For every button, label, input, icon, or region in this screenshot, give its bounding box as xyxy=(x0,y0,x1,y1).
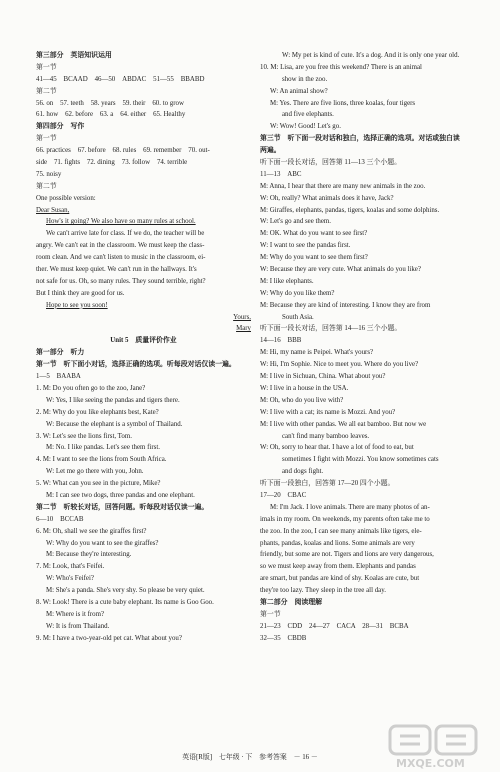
text-line: 41—45 BCAAD 46—50 ABDAC 51—55 BBABD xyxy=(36,75,205,83)
text-line: 第一节 xyxy=(36,63,57,71)
text-line: 第四部分 写作 xyxy=(36,123,85,131)
text-line: 第二节 xyxy=(36,87,57,95)
text-line: W: Because the elephant is a symbol of Thailand. xyxy=(46,420,183,428)
text-line: not safe for us. Oh, so many rules. They sound terrible, right? xyxy=(36,277,206,285)
page-footer: 英语[R版] 七年级 · 下 参考答案 － 16 － xyxy=(182,754,318,761)
text-line: South Asia. xyxy=(282,313,314,321)
text-line: M: I live with other pandas. We all eat bamboo. But now we xyxy=(260,420,427,428)
text-line: 3. W: Let's see the lions first, Tom. xyxy=(36,432,132,440)
text-line: W: Who's Feifei? xyxy=(46,575,94,583)
text-line: 听下面一段长对话，回答第 14—16 三个小题。 xyxy=(260,325,402,333)
watermark-text: MXQE.COM xyxy=(396,757,465,770)
text-line: 第一节 听下面小对话，选择正确的选项。听每段对话仅读一遍。 xyxy=(36,361,236,369)
text-line: M: I can see two dogs, three pandas and one elephant. xyxy=(46,491,195,499)
text-line: W: Yes, I like seeing the pandas and tigers there. xyxy=(46,396,180,404)
text-line: How's it going? We also have so many rules at school. xyxy=(46,218,196,226)
text-line: 听下面一段长对话，回答第 11—13 三个小题。 xyxy=(260,159,402,167)
text-line: they're too lazy. They sleep in the tree all day. xyxy=(260,587,386,595)
text-line: M: Oh, who do you live with? xyxy=(260,396,344,404)
text-line: phants, pandas, koalas and lions. Some animals are very xyxy=(260,539,415,547)
text-line: W: Why do you like them? xyxy=(260,289,335,297)
text-line: 5. W: What can you see in the picture, Mike? xyxy=(36,480,161,488)
text-line: M: She's a panda. She's very shy. So please be very quiet. xyxy=(46,587,205,595)
text-line: Hope to see you soon! xyxy=(46,301,108,309)
text-line: Mary xyxy=(236,325,251,333)
text-line: But I think they are good for us. xyxy=(36,289,125,297)
text-line: M: Yes. There are five lions, three koalas, four tigers xyxy=(270,99,416,107)
text-line: 66. practices 67. before 68. rules 69. remember 70. out- xyxy=(36,147,210,155)
text-line: 听下面一段独白，回答第 17—20 四个小题。 xyxy=(260,480,395,488)
text-line: 2. M: Why do you like elephants best, Kate? xyxy=(36,408,159,416)
text-line: 第一部分 听力 xyxy=(36,349,85,357)
text-line: W: Oh, sorry to hear that. I have a lot of food to eat, but xyxy=(260,444,414,452)
text-line: 1—5 BAABA xyxy=(36,373,81,381)
text-line: friendly, but some are not. Tigers and lions are very dangerous, xyxy=(260,551,434,559)
text-line: W: It is from Thailand. xyxy=(46,622,110,630)
text-line: 11—13 ABC xyxy=(260,170,302,178)
text-line: We can't arrive late for class. If we do, the teacher will be xyxy=(46,230,205,238)
text-line: 17—20 CBAC xyxy=(260,491,307,499)
text-line: 第三节 听下面一段对话和独白，选择正确的选项。对话或独白读 xyxy=(260,135,460,143)
text-line: M: Because they are kind of interesting. I know they are from xyxy=(260,301,431,309)
text-line: angry. We can't eat in the classroom. We must keep the class- xyxy=(36,242,205,250)
text-line: 14—16 BBB xyxy=(260,337,302,345)
text-line: Dear Susan, xyxy=(36,206,70,214)
text-line: 第一节 xyxy=(260,610,281,618)
text-line: One possible version: xyxy=(36,194,96,202)
text-line: and five elephants. xyxy=(282,111,334,119)
text-line: 第二节 xyxy=(36,182,57,190)
text-line: M: I live in Sichuan, China. What about you? xyxy=(260,373,386,381)
text-line: W: Because they are very cute. What animals do you like? xyxy=(260,266,421,274)
text-line: W: An animal show? xyxy=(270,87,328,95)
text-line: show in the zoo. xyxy=(282,75,328,83)
text-line: M: I'm Jack. I love animals. There are many photos of an- xyxy=(270,503,430,511)
text-line: M: I like elephants. xyxy=(260,277,314,285)
left-column xyxy=(36,50,251,645)
text-line: M: Because they're interesting. xyxy=(46,551,132,559)
text-line: 4. M: I want to see the lions from South Africa. xyxy=(36,456,167,464)
watermark-logo-icon xyxy=(388,724,498,770)
text-line: side 71. fights 72. dining 73. follow 74. terrible xyxy=(36,159,188,167)
text-line: Unit 5 质量评价作业 xyxy=(110,337,177,345)
text-line: W: I live in a house in the USA. xyxy=(260,384,349,392)
text-line: M: Why do you want to see them first? xyxy=(260,254,368,262)
text-line: the zoo. In the zoo, I can see many animals like tigers, ele- xyxy=(260,527,422,535)
text-line: 第一节 xyxy=(36,135,57,143)
text-line: 7. M: Look, that's Feifei. xyxy=(36,563,105,571)
text-line: 1. M: Do you often go to the zoo, Jane? xyxy=(36,384,146,392)
text-line: imals in my room. On weekends, my parents often take me to xyxy=(260,515,430,523)
text-line: ther. We must keep quiet. We can't run in the hallways. It's xyxy=(36,266,197,274)
text-line: can't find many bamboo leaves. xyxy=(282,432,370,440)
text-line: W: Let me go there with you, John. xyxy=(46,468,144,476)
text-line: are smart, but pandas are kind of shy. Koalas are cute, but xyxy=(260,575,420,583)
text-line: W: Why do you want to see the giraffes? xyxy=(46,539,159,547)
text-line: 10. M: Lisa, are you free this weekend? There is an animal xyxy=(260,63,422,71)
text-line: 第二节 听较长对话，回答问题。听每段对话仅读一遍。 xyxy=(36,503,209,511)
text-line: Yours, xyxy=(233,313,251,321)
text-line: M: Giraffes, elephants, pandas, tigers, koalas and some dolphins. xyxy=(260,206,440,214)
text-line: W: Let's go and see them. xyxy=(260,218,332,226)
text-line: M: Where is it from? xyxy=(46,610,105,618)
text-line: M: OK. What do you want to see first? xyxy=(260,230,368,238)
text-line: W: Wow! Good! Let's go. xyxy=(270,123,341,131)
text-line: M: No. I like pandas. Let's see them first. xyxy=(46,444,160,452)
text-line: 9. M: I have a two-year-old pet cat. What about you? xyxy=(36,634,182,642)
text-line: 32—35 CBDB xyxy=(260,634,307,642)
text-line: W: I live with a cat; its name is Mozzi. And you? xyxy=(260,408,396,416)
text-line: 6. M: Oh, shall we see the giraffes first? xyxy=(36,527,147,535)
text-line: room clean. And we can't listen to music in the classroom, ei- xyxy=(36,254,206,262)
text-line: W: Hi, I'm Sophie. Nice to meet you. Where do you live? xyxy=(260,361,419,369)
text-line: 56. on 57. teeth 58. years 59. their 60. to grow xyxy=(36,99,184,107)
text-line: W: Oh, really? What animals does it have, Jack? xyxy=(260,194,394,202)
text-line: 21—23 CDD 24—27 CACA 28—31 BCBA xyxy=(260,622,409,630)
text-line: M: Hi, my name is Peipei. What's yours? xyxy=(260,349,374,357)
text-line: 第二部分 阅读理解 xyxy=(260,598,323,606)
right-column xyxy=(260,50,472,645)
text-line: W: My pet is kind of cute. It's a dog. And it is only one year old. xyxy=(282,52,460,59)
text-line: M: Anna, I hear that there are many new animals in the zoo. xyxy=(260,182,426,190)
text-line: W: I want to see the pandas first. xyxy=(260,242,351,250)
text-line: and dogs fight. xyxy=(282,468,324,476)
text-line: 6—10 BCCAB xyxy=(36,515,84,523)
text-line: 第三部分 英语知识运用 xyxy=(36,52,112,59)
text-line: 75. noisy xyxy=(36,170,62,178)
text-line: 8. W: Look! There is a cute baby elephant. Its name is Goo Goo. xyxy=(36,598,214,606)
text-line: sometimes I fight with Mozzi. You know sometimes cats xyxy=(282,456,439,464)
text-line: 61. how 62. before 63. a 64. either 65. Healthy xyxy=(36,111,186,119)
text-line: 两遍。 xyxy=(260,147,281,155)
text-line: so we must keep away from them. Elephants and pandas xyxy=(260,563,416,571)
